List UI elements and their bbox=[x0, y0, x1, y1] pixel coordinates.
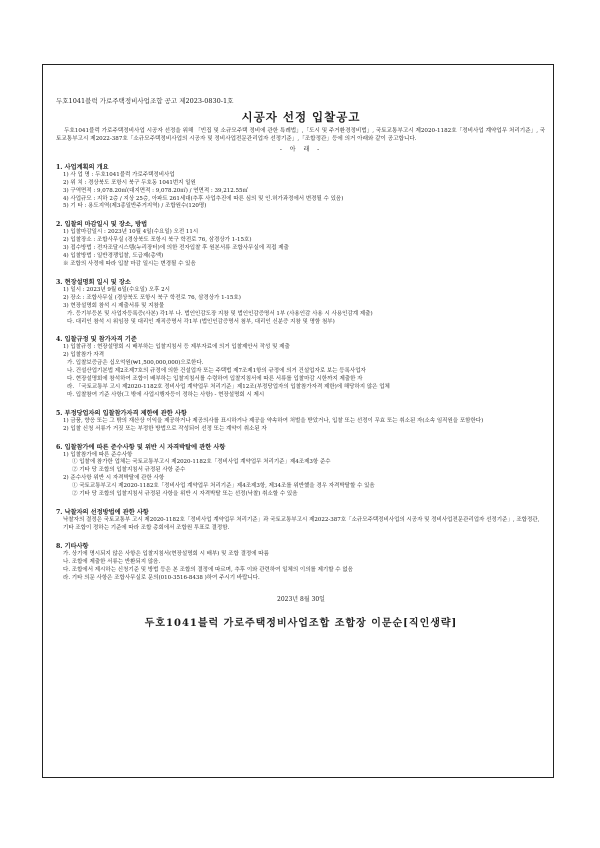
signature: 두호1041블럭 가로주택정비사업조합 조합장 이문순[직인생략] bbox=[144, 618, 458, 630]
section-title: 4. 입찰규정 및 참가자격 기준 bbox=[56, 336, 137, 344]
section-bid-deadline bbox=[56, 220, 546, 269]
section-line: 1) 입찰참가에 따른 준수사항 bbox=[63, 451, 133, 458]
section-line: 3) 구역면적 : 9,078.20㎡(대지면적 : 9,078.20㎡) / 연면적 : 39,212.55㎡ bbox=[63, 187, 249, 194]
section-line: ① 국토교통부고시 제2020-1182호「정비사업 계약업무 처리기준」제4조제3항, 제34조를 위반했을 경우 자격박탈할 수 있음 bbox=[72, 483, 375, 490]
section-line: 3) 접수방법 : 전자조달시스템(누리장터)에 의한 전자입찰 후 원본서류 조합사무실에 직접 제출 bbox=[63, 245, 289, 252]
section-line: 다. 현장설명회에 참석하여 조합이 배부하는 입찰지침서를 수령하여 입찰지침서에 따른 서류를 입찰마감 시한까지 제출한 자 bbox=[67, 376, 363, 383]
section-line: 2) 입찰 신청 서류가 거짓 또는 부정한 방법으로 작성되어 선정 또는 계약이 취소된 자 bbox=[63, 425, 267, 432]
notice-document bbox=[56, 97, 546, 629]
section-line: 2) 입찰장소 : 조합사무실 (경상북도 포항시 북구 학전로 76, 삼경상가 1-15호) bbox=[63, 237, 252, 244]
section-disqualification bbox=[56, 409, 546, 434]
section-line: 2) 준수사항 위반 시 자격박탈에 관한 사항 bbox=[63, 475, 165, 482]
section-line: 3) 현장설명회 참석 시 제출서류 및 지참물 bbox=[63, 302, 165, 309]
section-title: 6. 입찰참가에 따른 준수사항 및 위반 시 자격박탈에 관한 사항 bbox=[56, 443, 226, 451]
section-line: 1) 입찰규정 : 현장설명회 시 배부하는 입찰지침서 등 제부자료에 의거 입찰제안서 작성 및 제출 bbox=[63, 344, 290, 351]
section-compliance bbox=[56, 443, 546, 499]
section-line: 2) 위 치 : 경상북도 포항시 북구 두호동 1041번지 일원 bbox=[63, 179, 196, 186]
below-marker: - 아 래 - bbox=[279, 145, 323, 153]
section-line: 2) 장소 : 조합사무실 (경상북도 포항시 북구 학전로 76, 삼경상가 1-15호) bbox=[63, 294, 241, 301]
section-line: 나. 조합에 제출한 서류는 반환되지 않음. bbox=[63, 558, 161, 565]
section-title: 5. 부정당업자의 입찰참가자격 제한에 관한 사항 bbox=[56, 409, 187, 417]
section-title: 3. 현장설명회 일시 및 장소 bbox=[56, 278, 131, 286]
section-line: 다. 조합에서 제시하는 신청기준 및 방법 등은 본 조합의 결정에 따르며, 추후 이와 관련하여 일체의 이의를 제기할 수 없음 bbox=[63, 566, 353, 573]
notice-number: 두호1041블럭 가로주택정비사업조합 공고 제2023-0830-1호 bbox=[56, 97, 234, 105]
section-line: ② 기타 당 조합의 입찰지침서 규정된 사항 준수 bbox=[72, 467, 186, 474]
section-line: 4) 사업규모 : 지하 2층 / 지상 25층, 아파트 261세대(추후 사업추진에 따른 심의 및 인.허가과정에서 변경될 수 있음) bbox=[63, 195, 344, 202]
section-line: 5) 기 타 : 용도지역(제3종일반주거지역) / 조합원수(120명) bbox=[63, 203, 207, 210]
section-line: 가. 상기에 명시되지 않은 사항은 입찰지침서(현장설명회 시 배부) 및 조합 결정에 따름 bbox=[63, 550, 269, 557]
section-line: 1) 일시 : 2023년 9월 6일(수요일) 오후 2시 bbox=[63, 286, 170, 293]
section-line: ② 기타 당 조합의 입찰지침서 규정된 사항을 위반 시 자격박탈 또는 선정(낙찰) 취소할 수 있음 bbox=[72, 491, 298, 498]
section-line: 라. 기타 의문 사항은 조합사무실로 문의(010-3516-8438 )하여 주시기 바랍니다. bbox=[63, 574, 260, 581]
section-title: 1. 사업계획의 개요 bbox=[56, 163, 109, 171]
section-line: 라. 「국토교통부 고시 제2020-1182호 정비사업 계약업무 처리기준」제12조(부정당업자의 입찰참가자격 제한)에 해당하지 않은 업체 bbox=[67, 383, 390, 390]
section-title: 8. 기타사항 bbox=[56, 542, 89, 550]
intro-paragraph: 두호1041블럭 가로주택정비사업 시공자 선정을 위해 「빈집 및 소규모주택 정비에 관한 특례법」,「도시 및 주거환경정비법」, 국토교통부고시 제2020-1182호「정비사업 계약업무 처리기준」, 국토교통부고시 제2022-387호「소규모주택정비사업의 시공자 및 정비사업전문관리업자 선정기준」,「조합정관」등에 의거 아래와 같이 공고합니다. bbox=[56, 128, 546, 143]
section-line: 낙찰자의 결정은 국토교통부 고시 제2020-1182호「정비사업 계약업무 처리기준」과 국토교통부고시 제2022-387호「소규모주택정비사업의 시공자 및 정비사업전문관리업자 선정기준」, 조합정관, 기타 조합이 정하는 기준에 따라 조합 총회에서 조합원 투표로 결정함. bbox=[63, 517, 540, 531]
section-line: ※ 조합의 사정에 따라 입찰 마감 일시는 변경될 수 있음 bbox=[63, 260, 196, 267]
section-line: 4) 입찰방법 : 일반경쟁입찰, 도급제(총액) bbox=[63, 253, 164, 260]
section-title: 2. 입찰의 마감일시 및 장소, 방법 bbox=[56, 221, 148, 229]
section-site-briefing bbox=[56, 278, 546, 327]
section-line: 다. 대리인 참석 시 위임장 및 대리인 재직증명서 각1부 (법인인감증명서 첨부, 대리인 신분증 지참 및 명함 첨부) bbox=[67, 318, 335, 325]
section-line: 2) 입찰참가 자격 bbox=[63, 352, 105, 359]
section-line: 가. 등기부등본 및 사업자등록증(사본) 각1부 나. 법인인감도장 지참 및 법인인감증명서 1부 (사용인감 사용 시 사용인감계 제출) bbox=[67, 310, 373, 317]
section-line: 가. 입찰보증금은 십오억원(₩1,500,000,000)으로한다. bbox=[67, 360, 204, 367]
page-title: 시공자 선정 입찰공고 bbox=[241, 110, 361, 124]
section-project-overview bbox=[56, 163, 546, 212]
section-title: 7. 낙찰자의 선정방법에 관한 사항 bbox=[56, 509, 149, 516]
section-misc bbox=[56, 542, 546, 583]
section-line: 나. 건설산업기본법 제2조제7호의 규정에 의한 건설업자 또는 주택법 제7조제1항의 규정에 의거 건설업자로 보는 등록사업자 bbox=[67, 368, 366, 375]
section-winner-selection bbox=[56, 508, 546, 533]
notice-date: 2023년 8월 30일 bbox=[277, 596, 325, 604]
section-line: 마. 입찰참여 기준 사항(그 밖에 사업시행자등이 정하는 사항) - 현장설명회 시 제시 bbox=[67, 391, 265, 398]
section-line: ① 입찰에 참가한 업체는 국토교통부고시 제2020-1182호「정비사업 계약업무 처리기준」제4조제3항 준수 bbox=[72, 459, 331, 466]
section-line: 1) 사 업 명 : 두호1041블럭 가로주택정비사업 bbox=[63, 171, 175, 178]
section-line: 1) 입찰마감일시 : 2023년 10월 4일(수요일) 오전 11시 bbox=[63, 229, 199, 236]
section-bid-rules bbox=[56, 335, 546, 399]
section-line: 1) 금품, 향응 또는 그 밖의 재산상 이익을 제공하거나 제공의사를 표시하거나 제공을 약속하여 처벌을 받았거나, 입찰 또는 선정이 무효 또는 취소된 자(소속 임직원을 포함한다) bbox=[63, 417, 484, 424]
